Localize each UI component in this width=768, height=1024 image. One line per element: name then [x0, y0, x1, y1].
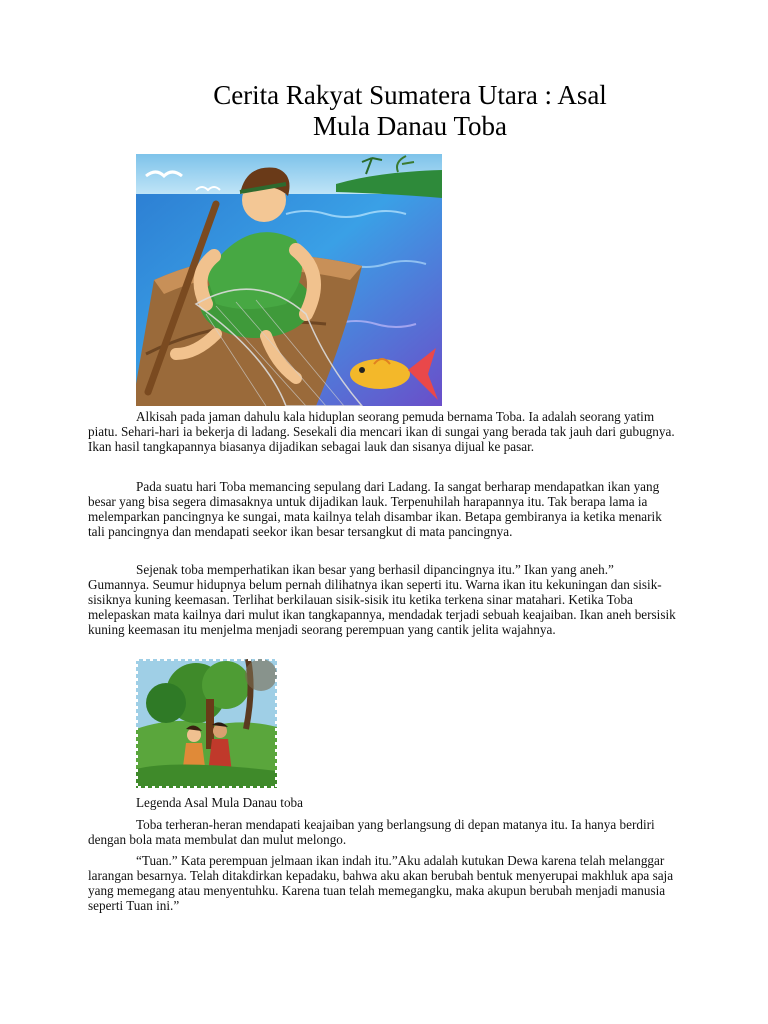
title-line-2: Mula Danau Toba	[312, 111, 508, 141]
paragraph-3: Sejenak toba memperhatikan ikan besar yang berhasil dipancingnya itu.” Ikan yang aneh.” Gumannya. Seumur hidupnya belum pernah dilihatnya ikan seperti itu. Warna ikan itu kekuningan dan sisik-sisiknya kuning keemasan. Terlihat berkilauan sisik-sisik itu ketika terkena sinar matahari. Ketika Toba melepaskan mata kailnya dari mulut ikan tangkapannya, mendadak terjadi sebuah keajaiban. Ikan aneh bersisik kuning keemasan itu menjelma menjadi seorang perempuan yang cantik jelita wajahnya.	[88, 562, 676, 637]
title-line-1: Cerita Rakyat Sumatera Utara : Asal	[213, 80, 607, 110]
paragraph-4: Toba terheran-heran mendapati keajaiban yang berlangsung di depan matanya itu. Ia hanya berdiri dengan bola mata membulat dan mulut melongo.	[88, 817, 655, 847]
paragraph-1: Alkisah pada jaman dahulu kala hiduplan seorang pemuda bernama Toba. Ia adalah seorang yatim piatu. Sehari-hari ia bekerja di ladang. Sesekali dia mencari ikan di sungai yang berada tak jauh dari gubugnya. Ikan hasil tangkapannya biasanya dijadikan sebagai lauk dan sisanya dijual ke pasar.	[88, 409, 675, 454]
figure-caption: Legenda Asal Mula Danau toba	[136, 795, 303, 810]
illustration-toba-and-woman	[136, 659, 277, 788]
illustration-toba-fishing	[136, 154, 442, 406]
paragraph-2: Pada suatu hari Toba memancing sepulang dari Ladang. Ia sangat berharap mendapatkan ikan yang besar yang bisa segera dimasaknya untuk dijadikan lauk. Terpenuhilah harapannya itu. Tak berapa lama ia melemparkan pancingnya ke sungai, mata kailnya telah disambar ikan. Betapa gembiranya ia ketika menarik tali pancingnya dan mendapati seekor ikan besar tersangkut di mata pancingnya.	[88, 479, 662, 539]
paragraph-5: “Tuan.” Kata perempuan jelmaan ikan indah itu.”Aku adalah kutukan Dewa karena telah melanggar larangan besarnya. Telah ditakdirkan kepadaku, bahwa aku akan berubah bentuk menyerupai makhluk apa saja yang memegang atau menyentuhku. Karena tuan telah memegangku, maka akupun berubah menjadi manusia seperti Tuan ini.”	[88, 853, 674, 913]
page-title	[90, 80, 730, 142]
